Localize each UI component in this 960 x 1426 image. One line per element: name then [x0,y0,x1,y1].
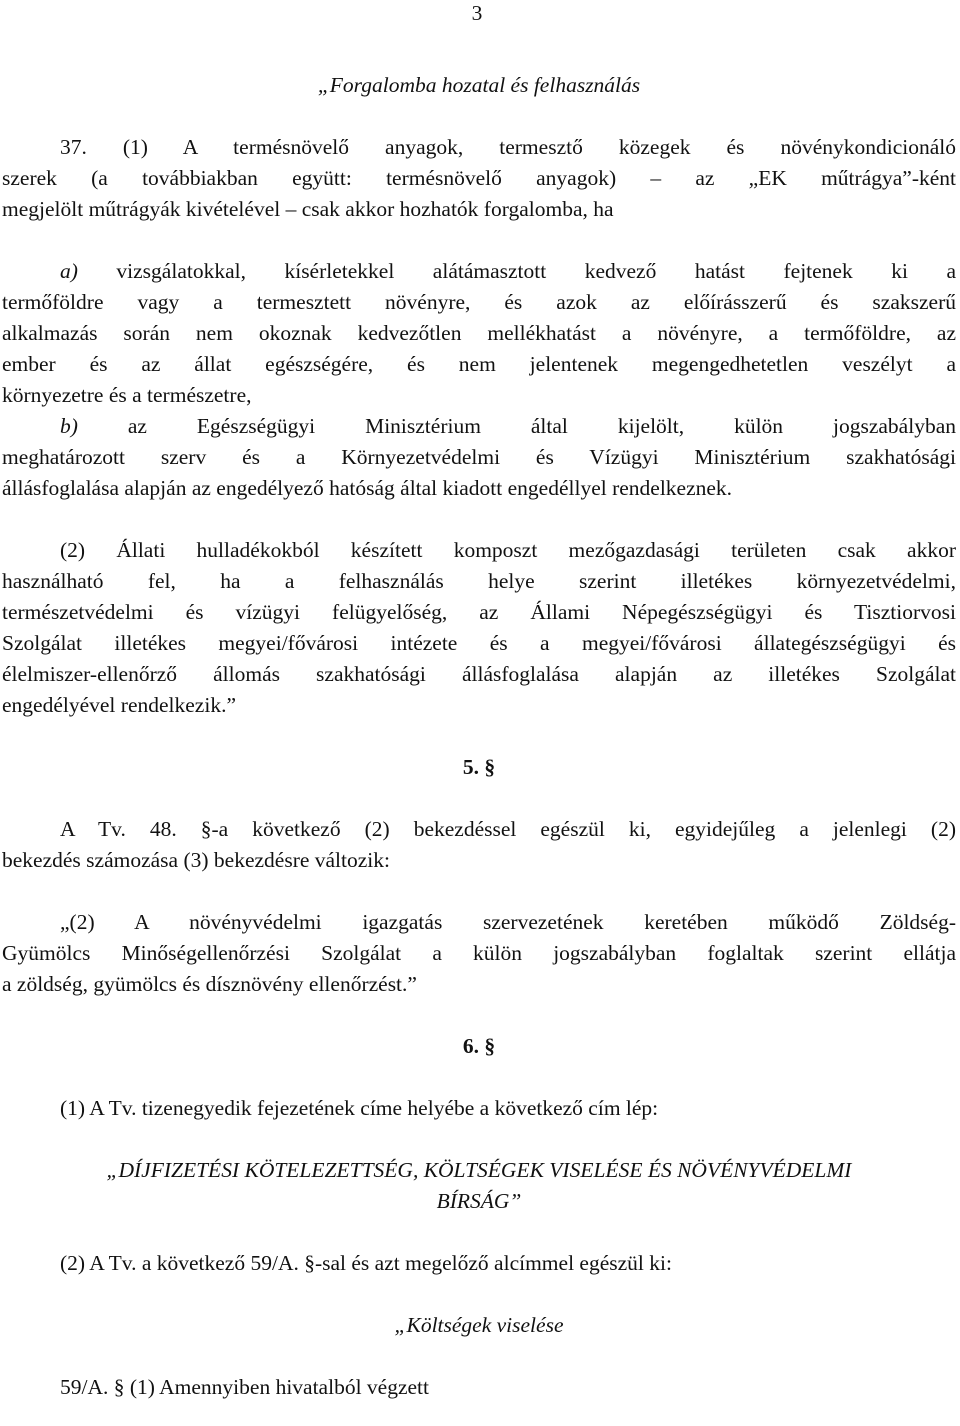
item-a-line-2: termőföldre vagy a termesztett növényre, és azok az előírásszerű és szakszerű [2,290,956,314]
item-b-first-line [60,411,956,442]
item-a-line-3: alkalmazás során nem okoznak kedvezőtlen mellékhatást a növényre, a termőföldre, az [2,321,956,345]
subtitle: „Költségek viselése [394,1313,564,1337]
item-b-marker: b) [60,414,78,438]
chapter-title-line-1: „DÍJFIZETÉSI KÖTELEZETTSÉG, KÖLTSÉGEK VISELÉSE ÉS NÖVÉNYVÉDELMI [106,1158,852,1182]
quote-2-line-1: „(2) A növényvédelmi igazgatás szervezetének keretében működő Zöldség- [60,910,956,934]
para-59a: 59/A. § (1) Amennyiben hivatalból végzett [60,1375,429,1399]
item-b-line-2: meghatározott szerv és a Környezetvédelmi és Vízügyi Minisztérium szakhatósági [2,445,956,469]
item-a-marker: a) [60,259,78,283]
para-2-line-1: (2) Állati hulladékokból készített komposzt mezőgazdasági területen csak akkor [60,538,956,562]
para-6-1: (1) A Tv. tizenegyedik fejezetének címe helyébe a következő cím lép: [60,1096,659,1120]
quote-2-line-2: Gyümölcs Minőségellenőrzési Szolgálat a külön jogszabályban foglaltak szerint ellátja [2,941,956,965]
para-2-line-6: engedélyével rendelkezik.” [2,693,236,717]
item-a-first-line [60,256,956,287]
item-a-text: vizsgálatokkal, kísérletekkel alátámasztott kedvező hatást fejtenek ki a [77,259,956,283]
section-heading: „Forgalomba hozatal és felhasználás [317,73,641,97]
quote-2-line-3: a zöldség, gyümölcs és dísznövény ellenőrzést.” [2,972,417,996]
para-2-line-4: Szolgálat illetékes megyei/fővárosi intézete és a megyei/fővárosi állategészségügyi és [2,631,956,655]
para-2-line-5: élelmiszer-ellenőrző állomás szakhatósági állásfoglalása alapján az illetékes Szolgálat [2,662,956,686]
para-37-line-2: szerek (a továbbiakban együtt: termésnövelő anyagok) – az „EK műtrágya”-ként [2,166,956,190]
para-48-line-2: bekezdés számozása (3) bekezdésre változik: [2,848,390,872]
para-37-line-1: 37. (1) A termésnövelő anyagok, termesztő közegek és növénykondicionáló [60,135,956,159]
item-a-line-4: ember és az állat egészségére, és nem jelentenek megengedhetetlen veszélyt a [2,352,956,376]
item-b-text: az Egészségügyi Minisztérium által kijelölt, külön jogszabályban [77,414,956,438]
section-5-heading: 5. § [462,755,496,779]
page-number: 3 [471,1,483,25]
para-2-line-3: természetvédelmi és vízügyi felügyelőség, az Állami Népegészségügyi és Tisztiorvosi [2,600,956,624]
section-6-heading: 6. § [462,1034,496,1058]
item-a-line-5: környezetre és a természetre, [2,383,252,407]
para-6-2: (2) A Tv. a következő 59/A. §-sal és azt megelőző alcímmel egészül ki: [60,1251,672,1275]
para-48-line-1: A Tv. 48. §-a következő (2) bekezdéssel egészül ki, egyidejűleg a jelenlegi (2) [60,817,956,841]
item-b-line-3: állásfoglalása alapján az engedélyező hatóság által kiadott engedéllyel rendelkeznek. [2,476,733,500]
chapter-title-line-2: BÍRSÁG” [436,1189,522,1213]
para-2-line-2: használható fel, ha a felhasználás helye szerint illetékes környezetvédelmi, [2,569,956,593]
para-37-line-3: megjelölt műtrágyák kivételével – csak akkor hozhatók forgalomba, ha [2,197,614,221]
